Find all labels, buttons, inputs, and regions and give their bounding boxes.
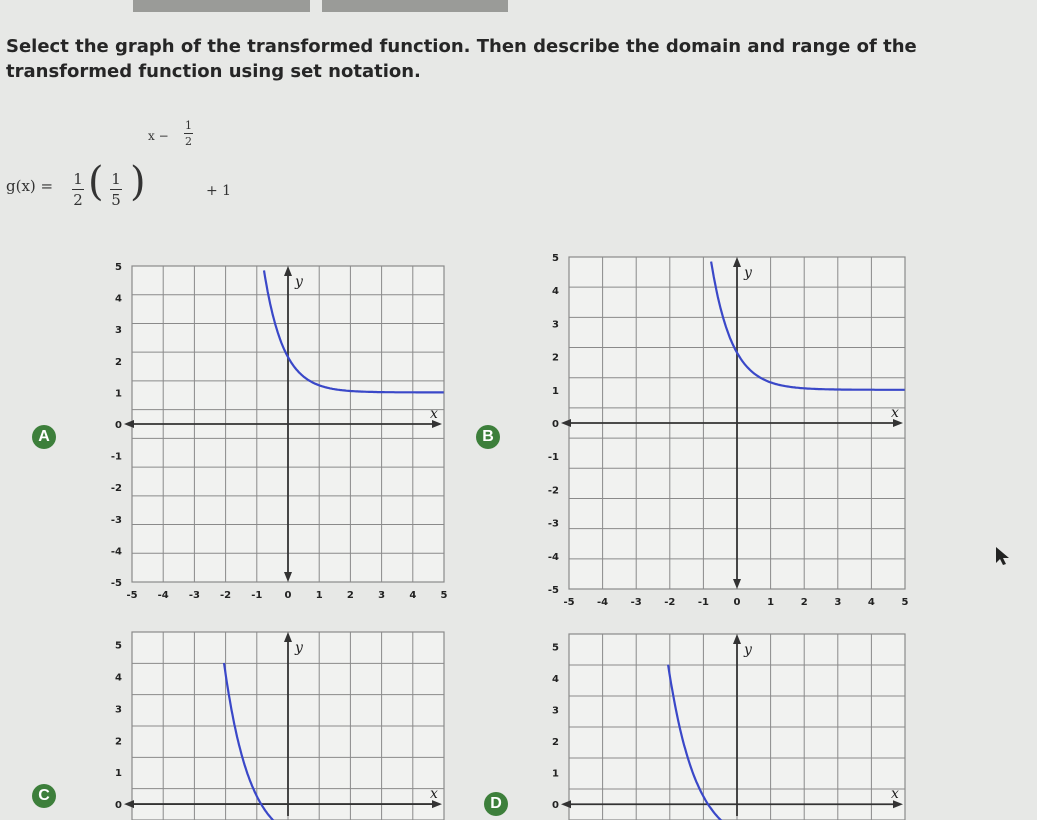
x-tick-label: -2 (220, 590, 232, 601)
y-tick-label: 4 (552, 674, 559, 686)
y-tick-label: -5 (547, 585, 559, 596)
exp-numerator: 1 (185, 119, 192, 132)
y-tick-label: 5 (552, 253, 559, 264)
option-d-badge[interactable]: D (484, 792, 508, 816)
y-tick-label: 0 (115, 800, 122, 812)
x-axis-left-arrow (561, 800, 571, 808)
y-tick-label: 5 (115, 640, 122, 652)
x-axis-label: x (891, 786, 899, 803)
y-tick-label: 1 (115, 388, 122, 400)
x-tick-label: -3 (630, 597, 642, 608)
x-tick-label: 0 (284, 590, 292, 601)
y-tick-label: -5 (110, 578, 122, 589)
x-tick-label: 1 (315, 590, 323, 601)
mouse-cursor-icon (994, 545, 1012, 567)
y-axis-label: y (744, 642, 752, 658)
x-tick-label: 4 (867, 597, 875, 608)
x-tick-label: -4 (597, 597, 609, 608)
function-equation (6, 115, 266, 225)
y-tick-label: 3 (552, 705, 559, 717)
x-tick-label: 2 (346, 590, 354, 601)
top-tab-bar-2 (322, 0, 508, 12)
y-tick-label: 4 (115, 293, 122, 305)
y-tick-label: 2 (115, 356, 122, 368)
x-axis-left-arrow (124, 420, 134, 428)
question-prompt: Select the graph of the transformed function. Then describe the domain and range of the transformed function using set notation. (6, 36, 917, 82)
x-axis-left-arrow (561, 419, 571, 427)
y-tick-label: -2 (547, 485, 559, 497)
y-axis-label: y (744, 265, 752, 281)
right-paren: ) (130, 159, 146, 205)
graph-a-canvas (100, 258, 460, 608)
y-tick-label: 3 (115, 704, 122, 716)
exponent-variable: x − (148, 129, 169, 143)
x-tick-label: 5 (440, 590, 448, 601)
x-tick-label: -5 (563, 597, 575, 608)
top-tab-bar-1 (133, 0, 310, 12)
exponent-fraction (184, 119, 193, 148)
y-tick-label: 4 (552, 286, 559, 298)
y-tick-label: -4 (547, 551, 559, 563)
x-tick-label: -1 (251, 590, 263, 601)
base-denominator: 5 (111, 191, 121, 209)
left-paren: ( (88, 159, 104, 205)
x-tick-label: 3 (378, 590, 386, 601)
x-tick-label: -2 (664, 597, 676, 608)
x-tick-label: 5 (901, 597, 909, 608)
x-tick-label: -1 (697, 597, 709, 608)
x-tick-label: 4 (409, 590, 417, 601)
x-tick-label: 2 (800, 597, 808, 608)
y-tick-label: 1 (552, 385, 559, 397)
y-axis-label: y (295, 274, 303, 290)
option-a-badge[interactable]: A (32, 425, 56, 449)
x-tick-label: 1 (767, 597, 775, 608)
y-tick-label: -1 (547, 452, 559, 464)
x-axis-label: x (891, 405, 899, 421)
y-tick-label: -4 (110, 546, 122, 558)
function-lhs: g(x) = (6, 177, 54, 195)
y-tick-label: 3 (115, 325, 122, 337)
y-tick-label: 5 (115, 262, 122, 273)
y-tick-label: 2 (552, 352, 559, 364)
x-tick-label: 3 (834, 597, 842, 608)
graph-c-canvas (100, 628, 460, 820)
y-tick-label: 1 (552, 768, 559, 780)
graph-option-a[interactable] (100, 258, 460, 608)
y-tick-label: -2 (110, 483, 122, 495)
x-tick-label: -3 (188, 590, 200, 601)
x-axis-left-arrow (124, 800, 134, 808)
option-b-badge[interactable]: B (476, 425, 500, 449)
y-tick-label: 0 (552, 800, 559, 812)
graph-option-b[interactable] (532, 252, 917, 622)
coefficient-fraction (72, 170, 84, 209)
y-tick-label: 0 (552, 419, 559, 430)
function-tail: + 1 (206, 183, 232, 199)
y-axis-label: y (295, 640, 303, 656)
y-tick-label: 4 (115, 672, 122, 684)
y-tick-label: 5 (552, 642, 559, 654)
x-axis-label: x (430, 786, 438, 803)
y-tick-label: 3 (552, 319, 559, 331)
y-tick-label: 1 (115, 768, 122, 780)
x-tick-label: -4 (157, 590, 169, 601)
coef-denominator: 2 (73, 191, 83, 209)
base-fraction (110, 170, 122, 209)
graph-option-c[interactable] (100, 628, 460, 820)
y-tick-label: 2 (552, 737, 559, 749)
x-axis-label: x (430, 406, 438, 422)
y-tick-label: 2 (115, 736, 122, 748)
y-tick-label: -1 (110, 451, 122, 463)
y-tick-label: -3 (547, 518, 559, 530)
x-tick-label: 0 (733, 597, 741, 608)
option-c-badge[interactable]: C (32, 784, 56, 808)
graph-option-d[interactable] (532, 630, 917, 820)
y-tick-label: -3 (110, 514, 122, 526)
y-tick-label: 0 (115, 420, 122, 431)
x-tick-label: -5 (126, 590, 138, 601)
base-numerator: 1 (111, 170, 121, 188)
graph-b-canvas (532, 252, 917, 622)
exp-denominator: 2 (185, 135, 192, 148)
coef-numerator: 1 (73, 170, 83, 188)
graph-d-canvas (532, 630, 917, 820)
